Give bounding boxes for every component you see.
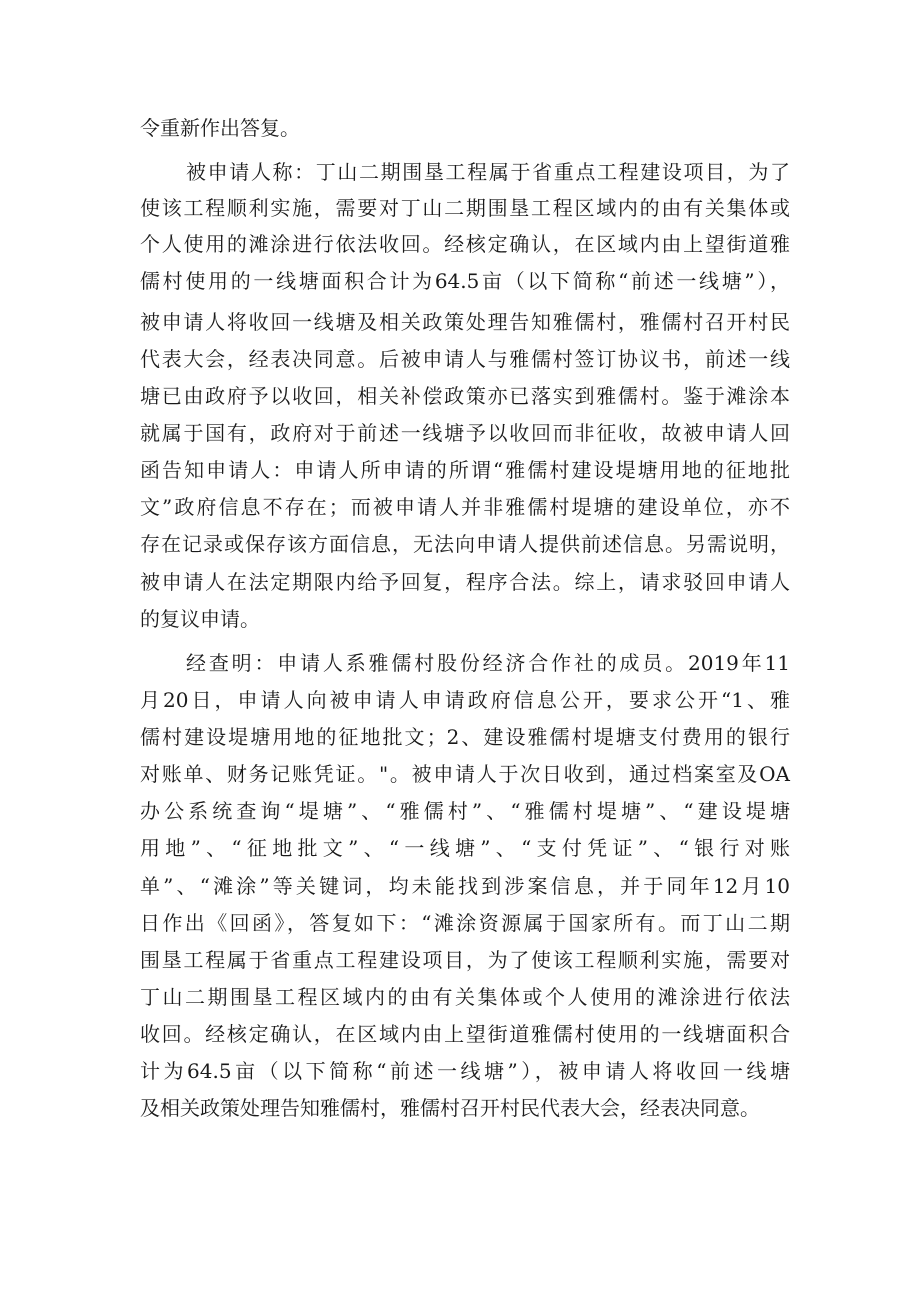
text-line: 儒村建设堤塘用地的征地批文；2、建设雅儒村堤塘支付费用的银行 <box>140 725 790 749</box>
text-line: 被申请人在法定期限内给予回复，程序合法。综上，请求驳回申请人 <box>140 570 790 594</box>
text-line: 儒村使用的一线塘面积合计为64.5亩（以下简称“前述一线塘”）， <box>140 269 790 293</box>
text-line: 月20日，申请人向被申请人申请政府信息公开，要求公开“1、雅 <box>140 688 790 712</box>
text-line: 的复议申请。 <box>140 607 260 631</box>
paragraph-first-line: 经查明：申请人系雅儒村股份经济合作社的成员。2019年11 <box>186 651 790 675</box>
text-line: 被申请人将收回一线塘及相关政策处理告知雅儒村，雅儒村召开村民 <box>140 310 790 334</box>
text-line: 用地”、“征地批文”、“一线塘”、“支付凭证”、“银行对账 <box>140 836 790 860</box>
text-line: 围垦工程属于省重点工程建设项目，为了使该工程顺利实施，需要对 <box>140 948 790 972</box>
text-line: 文”政府信息不存在；而被申请人并非雅儒村堤塘的建设单位，亦不 <box>140 495 790 519</box>
text-line: 办公系统查询“堤塘”、“雅儒村”、“雅儒村堤塘”、“建设堤塘 <box>140 799 790 823</box>
text-line: 日作出《回函》，答复如下：“滩涂资源属于国家所有。而丁山二期 <box>140 911 790 935</box>
text-line: 丁山二期围垦工程区域内的由有关集体或个人使用的滩涂进行依法 <box>140 985 790 1009</box>
text-line: 及相关政策处理告知雅儒村，雅儒村召开村民代表大会，经表决同意。 <box>140 1096 760 1120</box>
text-line: 使该工程顺利实施，需要对丁山二期围垦工程区域内的由有关集体或 <box>140 196 790 220</box>
text-line: 计为64.5亩（以下简称“前述一线塘”），被申请人将收回一线塘 <box>140 1059 790 1083</box>
text-line: 塘已由政府予以收回，相关补偿政策亦已落实到雅儒村。鉴于滩涂本 <box>140 384 790 408</box>
text-line: 收回。经核定确认，在区域内由上望街道雅儒村使用的一线塘面积合 <box>140 1022 790 1046</box>
text-line: 就属于国有，政府对于前述一线塘予以收回而非征收，故被申请人回 <box>140 421 790 445</box>
text-line: 单”、“滩涂”等关键词，均未能找到涉案信息，并于同年12月10 <box>140 874 790 898</box>
paragraph-first-line: 被申请人称：丁山二期围垦工程属于省重点工程建设项目，为了 <box>186 160 790 184</box>
text-line: 代表大会，经表决同意。后被申请人与雅儒村签订协议书，前述一线 <box>140 347 790 371</box>
text-line: 存在记录或保存该方面信息，无法向申请人提供前述信息。另需说明， <box>140 532 790 556</box>
text-line: 函告知申请人：申请人所申请的所谓“雅儒村建设堤塘用地的征地批 <box>140 458 790 482</box>
text-line: 令重新作出答复。 <box>140 116 300 140</box>
text-line: 个人使用的滩涂进行依法收回。经核定确认，在区域内由上望街道雅 <box>140 232 790 256</box>
text-line: 对账单、财务记账凭证。"。被申请人于次日收到，通过档案室及OA <box>140 762 790 786</box>
